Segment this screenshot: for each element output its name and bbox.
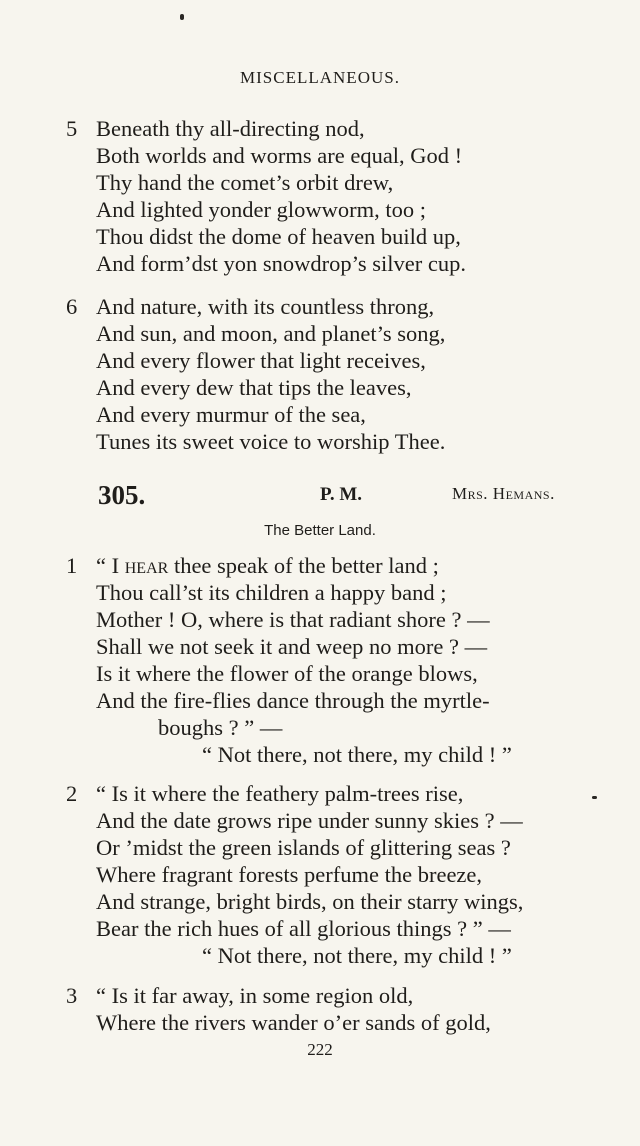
verse-line: “ Is it where the feathery palm-trees rise, — [96, 781, 464, 806]
page-number: 222 — [307, 1040, 333, 1059]
verse-line: Beneath thy all-directing nod, — [96, 116, 365, 141]
running-head: MISCELLANEOUS. — [240, 68, 400, 87]
verse-line: “ Is it far away, in some region old, — [96, 983, 414, 1008]
verse-line: And the date grows ripe under sunny skies ? — — [96, 808, 523, 833]
stanza-3 — [66, 983, 626, 1039]
verse-line: Tunes its sweet voice to worship Thee. — [96, 429, 446, 454]
stanza-number: 5 — [66, 116, 78, 141]
verse-line: Where fragrant forests perfume the breeze, — [96, 862, 483, 887]
stanza-number: 3 — [66, 983, 78, 1008]
verse-line: Mother ! O, where is that radiant shore ? — — [96, 607, 490, 632]
verse-line: Thou didst the dome of heaven build up, — [96, 224, 461, 249]
stanza-5 — [66, 116, 626, 286]
verse-line: Is it where the flower of the orange blows, — [96, 661, 478, 686]
hymn-meter: P. M. — [320, 484, 363, 505]
stanza-number: 6 — [66, 294, 78, 319]
hymn-author: Mrs. Hemans. — [452, 484, 555, 503]
verse-line: Thy hand the comet’s orbit drew, — [96, 170, 394, 195]
verse-line: And form’dst yon snowdrop’s silver cup. — [96, 251, 466, 276]
stanza-number: 2 — [66, 781, 78, 806]
verse-line: Or ’midst the green islands of glittering seas ? — [96, 835, 511, 860]
open-quote: “ — [96, 553, 112, 578]
stanza-2 — [66, 781, 626, 976]
hymn-number: 305. — [98, 480, 146, 510]
verse-line: Both worlds and worms are equal, God ! — [96, 143, 463, 168]
verse-line — [96, 553, 439, 579]
verse-line: Thou call’st its children a happy band ; — [96, 580, 447, 605]
verse-line: Bear the rich hues of all glorious things ? ” — — [96, 916, 511, 941]
verse-line: And every murmur of the sea, — [96, 402, 366, 427]
verse-line: And every flower that light receives, — [96, 348, 426, 373]
refrain-line: “ Not there, not there, my child ! ” — [202, 943, 512, 968]
ink-mark — [180, 14, 184, 20]
ink-mark — [592, 796, 597, 799]
stanza-1 — [66, 553, 626, 773]
opening-words: I hear — [111, 553, 169, 578]
stanza-6 — [66, 294, 626, 464]
verse-line-continuation: boughs ? ” — — [158, 715, 283, 740]
verse-line: And strange, bright birds, on their starry wings, — [96, 889, 524, 914]
verse-line: And the fire-flies dance through the myrtle- — [96, 688, 490, 713]
hymn-title: The Better Land. — [264, 522, 376, 539]
stanza-number: 1 — [66, 553, 78, 578]
verse-line: Where the rivers wander o’er sands of gold, — [96, 1010, 491, 1035]
verse-line: Shall we not seek it and weep no more ? — — [96, 634, 488, 659]
hymn-heading — [0, 480, 640, 510]
verse-line: And lighted yonder glowworm, too ; — [96, 197, 426, 222]
verse-line: And every dew that tips the leaves, — [96, 375, 412, 400]
verse-line: And sun, and moon, and planet’s song, — [96, 321, 446, 346]
refrain-line: “ Not there, not there, my child ! ” — [202, 742, 512, 767]
verse-line: And nature, with its countless throng, — [96, 294, 435, 319]
line-rest: thee speak of the better land ; — [168, 553, 439, 578]
